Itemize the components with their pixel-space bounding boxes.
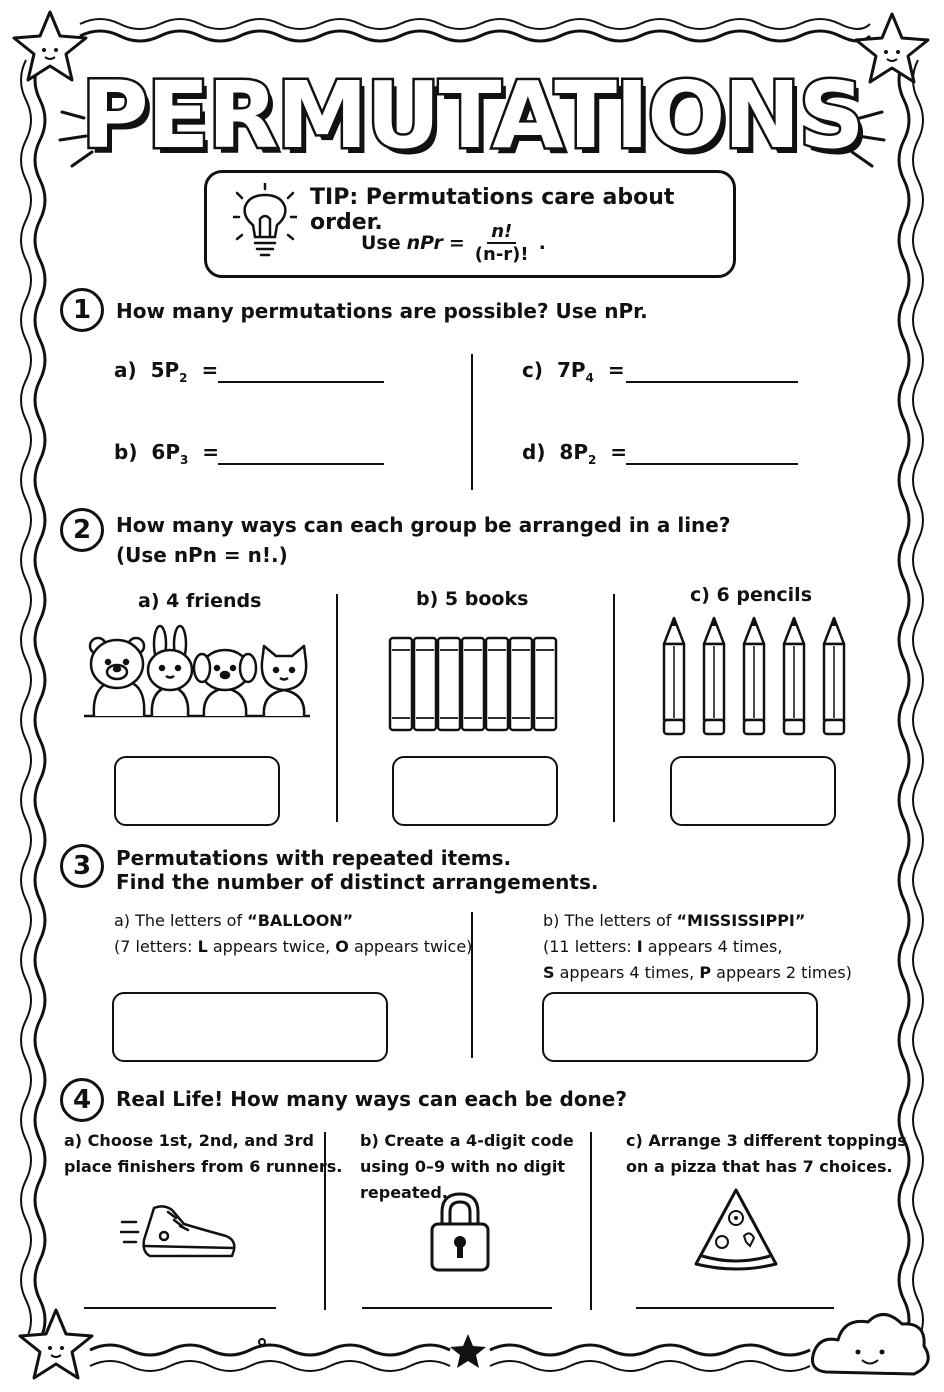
q4-item-b-line1: b) Create a 4-digit code bbox=[360, 1131, 574, 1150]
page-title: PERMUTATIONS bbox=[81, 62, 863, 169]
q4-answer-line-c[interactable] bbox=[636, 1307, 834, 1309]
tip-numerator: n! bbox=[487, 221, 516, 244]
q1-answer-line-d[interactable] bbox=[626, 463, 798, 465]
question-2-prompt-line2: (Use nPn = n!.) bbox=[116, 543, 288, 567]
q3-b-word: “MISSISSIPPI” bbox=[676, 911, 806, 930]
q3-b-line3-letter-1: S bbox=[543, 963, 555, 982]
q1-item-a-eq: = bbox=[201, 358, 219, 382]
q3-a-line1 bbox=[114, 908, 353, 934]
tip-box bbox=[204, 170, 736, 278]
q3-b-line3-post: appears 2 times) bbox=[711, 963, 852, 982]
q4-item-b-line3: repeated. bbox=[360, 1183, 448, 1202]
q4-item-a-line2: place finishers from 6 runners. bbox=[64, 1157, 343, 1176]
q1-item-a-label: a) bbox=[114, 358, 137, 382]
q3-b-line3 bbox=[543, 960, 852, 986]
q3-a-prefix: a) The letters of bbox=[114, 911, 248, 930]
q2-answer-box-b[interactable] bbox=[392, 756, 558, 826]
q3-a-note-mid: appears twice, bbox=[207, 937, 336, 956]
q3-a-word: “BALLOON” bbox=[247, 911, 354, 930]
sneaker-icon bbox=[120, 1196, 240, 1264]
q4-divider-2 bbox=[590, 1132, 592, 1310]
q3-answer-box-b[interactable] bbox=[542, 992, 818, 1062]
lightbulb-icon bbox=[233, 183, 297, 263]
q3-a-note-letter-1: L bbox=[197, 937, 208, 956]
tip-use-label: Use bbox=[361, 232, 401, 254]
q1-item-c-r: 4 bbox=[585, 371, 594, 385]
question-1-prompt: How many permutations are possible? Use nPr. bbox=[116, 299, 648, 323]
q1-item-b-eq: = bbox=[202, 440, 220, 464]
q4-answer-line-a[interactable] bbox=[84, 1307, 276, 1309]
tip-equals: = bbox=[448, 232, 465, 254]
q4-item-c-line2: on a pizza that has 7 choices. bbox=[626, 1157, 893, 1176]
q1-item-b-label: b) bbox=[114, 440, 138, 464]
q2-group-c-label: c) 6 pencils bbox=[690, 584, 813, 606]
cloud-bottom-right-icon bbox=[813, 1314, 929, 1374]
star-bottom-center-icon bbox=[450, 1334, 486, 1368]
question-2-prompt-line1: How many ways can each group be arranged in a line? bbox=[116, 513, 731, 537]
pencils-icon bbox=[660, 614, 850, 738]
pizza-slice-icon bbox=[692, 1186, 780, 1274]
question-3-prompt-line1: Permutations with repeated items. bbox=[116, 846, 512, 870]
q1-item-c-expr: 7P bbox=[556, 358, 586, 382]
q3-b-line2-pre: (11 letters: bbox=[543, 937, 637, 956]
q1-answer-line-b[interactable] bbox=[218, 463, 384, 465]
q1-answer-line-c[interactable] bbox=[626, 381, 798, 383]
q3-divider bbox=[471, 912, 473, 1058]
q1-item-b bbox=[114, 440, 219, 467]
q1-item-d-expr: 8P bbox=[559, 440, 588, 464]
q2-group-b-label: b) 5 books bbox=[416, 588, 529, 610]
q3-a-note-pre: (7 letters: bbox=[114, 937, 198, 956]
tip-text: TIP: Permutations care about order. bbox=[310, 185, 675, 235]
q1-item-d-r: 2 bbox=[587, 453, 597, 467]
tip-period: . bbox=[538, 232, 546, 254]
q2-divider-1 bbox=[336, 594, 338, 822]
q1-item-d-label: d) bbox=[522, 440, 546, 464]
question-1-number: 1 bbox=[60, 288, 104, 332]
q3-b-line3-letter-2: P bbox=[699, 963, 712, 982]
q3-answer-box-a[interactable] bbox=[112, 992, 388, 1062]
q1-item-b-r: 3 bbox=[179, 453, 189, 467]
q3-b-prefix: b) The letters of bbox=[543, 911, 677, 930]
q4-answer-line-b[interactable] bbox=[362, 1307, 552, 1309]
q1-item-c-label: c) bbox=[522, 358, 543, 382]
question-4-prompt: Real Life! How many ways can each be done? bbox=[116, 1087, 627, 1111]
q4-item-a-line1: a) Choose 1st, 2nd, and 3rd bbox=[64, 1131, 315, 1150]
q1-item-d bbox=[522, 440, 627, 467]
tip-denominator: (n-r)! bbox=[474, 244, 529, 265]
question-3-number: 3 bbox=[60, 844, 104, 888]
q3-b-line2-letter: I bbox=[636, 937, 643, 956]
q2-divider-2 bbox=[613, 594, 615, 822]
q3-b-line1 bbox=[543, 908, 805, 934]
q4-item-b-line2: using 0–9 with no digit bbox=[360, 1157, 565, 1176]
q3-b-line3-mid: appears 4 times, bbox=[554, 963, 700, 982]
q1-item-a-expr: 5P bbox=[150, 358, 180, 382]
tip-symbol: nPr bbox=[406, 232, 443, 254]
q2-answer-box-c[interactable] bbox=[670, 756, 836, 826]
q1-divider bbox=[471, 354, 473, 490]
books-icon bbox=[388, 634, 560, 732]
question-3-prompt-line2: Find the number of distinct arrangements. bbox=[116, 870, 599, 894]
q2-group-a-label: a) 4 friends bbox=[138, 590, 262, 612]
q3-a-note-post: appears twice) bbox=[348, 937, 473, 956]
q1-item-a-r: 2 bbox=[179, 371, 188, 385]
tip-fraction bbox=[471, 221, 533, 265]
q4-item-c-line1: c) Arrange 3 different toppings bbox=[626, 1131, 907, 1150]
question-4-number: 4 bbox=[60, 1078, 104, 1122]
q3-a-line2 bbox=[114, 934, 472, 960]
q1-item-c-eq: = bbox=[607, 358, 625, 382]
animal-friends-icon bbox=[80, 624, 314, 720]
q4-divider-1 bbox=[324, 1132, 326, 1310]
padlock-icon bbox=[428, 1190, 492, 1274]
tip-formula bbox=[361, 221, 546, 265]
q3-b-line2 bbox=[543, 934, 782, 960]
q2-answer-box-a[interactable] bbox=[114, 756, 280, 826]
q3-b-line2-post: appears 4 times, bbox=[642, 937, 783, 956]
q1-item-c bbox=[522, 358, 625, 385]
q1-item-d-eq: = bbox=[610, 440, 628, 464]
q1-item-b-expr: 6P bbox=[151, 440, 180, 464]
q1-answer-line-a[interactable] bbox=[218, 381, 384, 383]
q3-a-note-letter-2: O bbox=[335, 937, 349, 956]
q1-item-a bbox=[114, 358, 218, 385]
question-2-number: 2 bbox=[60, 508, 104, 552]
